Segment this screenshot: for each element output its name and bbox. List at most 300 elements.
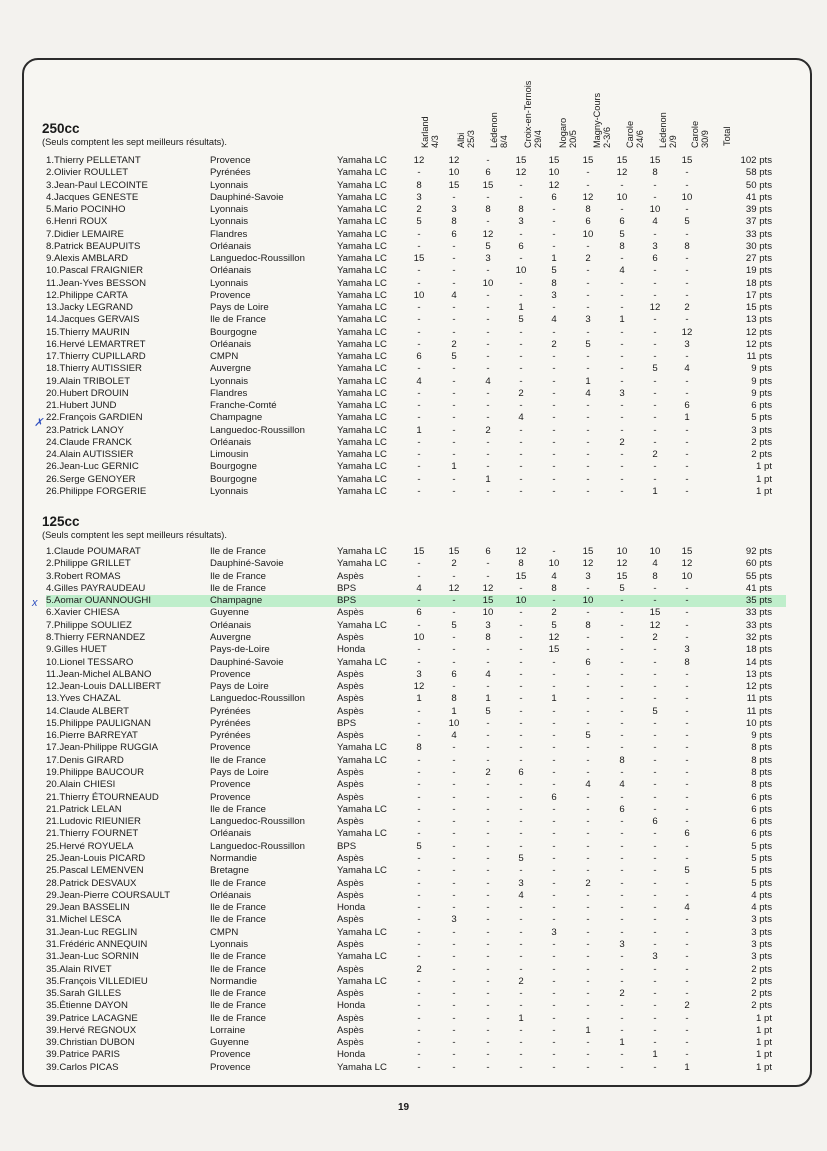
column-header-date: 29/4 [533,130,543,148]
round-points: 6 [451,668,457,680]
round-points: - [685,607,689,619]
round-points: - [685,717,689,729]
round-points: - [653,681,657,693]
rider-name: 23.Patrick LANOY [46,424,124,436]
round-points: 5 [551,265,557,277]
round-points: - [586,926,590,938]
round-points: - [452,951,456,963]
round-points: - [620,424,624,436]
round-points: 8 [619,754,625,766]
region: Ile de France [210,546,266,557]
rider-name: 39.Christian DUBON [46,1037,135,1049]
section-note-125cc: (Seuls comptent les sept meilleurs résultats). [42,530,227,540]
rider-name: 5.Mario POCINHO [46,204,126,215]
round-points: - [417,791,421,803]
round-points: - [552,963,556,975]
table-row [46,804,786,816]
round-points: - [417,436,421,448]
round-points: - [519,424,523,436]
rider-name: 20.Alain CHIESI [46,779,116,791]
round-points: - [519,436,523,448]
total-points: 8 pts [751,767,772,779]
round-points: - [417,865,421,877]
round-points: 4 [585,387,591,399]
motorcycle: Yamaha LC [337,265,387,277]
round-points: - [653,889,657,901]
motorcycle: Yamaha LC [337,314,387,326]
motorcycle: Yamaha LC [337,449,387,460]
motorcycle: Yamaha LC [337,179,387,191]
table-row [46,939,786,951]
total-points: 6 pts [751,400,772,411]
round-points: - [519,926,523,938]
table-row [46,412,786,424]
total-points: 9 pts [751,375,772,387]
column-header-date: 8/4 [499,135,509,148]
round-points: - [417,1049,421,1061]
total-points: 6 pts [751,791,772,803]
total-points: 60 pts [745,558,772,570]
total-points: 9 pts [751,730,772,742]
round-points: - [552,375,556,387]
column-header-date: 2-3/6 [602,127,612,148]
total-points: 18 pts [745,277,772,289]
table-row [46,425,786,437]
table-row [46,290,786,302]
round-points: - [519,902,523,914]
round-points: - [653,644,657,656]
column-header-venue: Albi [456,132,466,148]
round-points: - [452,387,456,399]
round-points: - [552,412,556,424]
round-points: 12 [448,155,460,166]
total-points: 9 pts [751,387,772,399]
round-points: - [685,754,689,766]
round-points: 3 [551,289,557,301]
round-points: - [417,644,421,656]
round-points: - [452,926,456,938]
round-points: 5 [518,853,524,864]
total-points: 1 pt [755,473,772,485]
round-points: - [486,717,490,729]
motorcycle: Yamaha LC [337,975,387,987]
total-points: 2 pts [751,988,772,1000]
round-points: - [519,840,523,852]
rider-name: 13.Yves CHAZAL [46,693,121,705]
round-points: - [653,412,657,424]
region: Auvergne [210,363,252,375]
column-header [658,112,678,148]
round-points: - [653,314,657,326]
column-header [625,121,645,148]
round-points: 4 [518,412,524,424]
region: Provence [210,791,251,803]
round-points: 6 [551,791,557,803]
region: Ile de France [210,902,266,914]
round-points: - [417,938,421,950]
round-points: - [417,240,421,252]
round-points: - [620,277,624,289]
round-points: 3 [485,253,491,264]
rider-name: 17.Denis GIRARD [46,754,124,766]
round-points: - [519,730,523,742]
total-points: 33 pts [745,619,772,631]
region: Ile de France [210,754,266,766]
region: Lyonnais [210,216,249,228]
total-points: 3 pts [751,914,772,926]
round-points: - [519,644,523,656]
round-points: - [620,253,624,264]
round-points: - [653,975,657,987]
table-row [46,1037,786,1049]
round-points: - [519,485,523,497]
round-points: - [653,436,657,448]
region: Orléanais [210,436,252,448]
round-points: - [552,387,556,399]
round-points: - [452,631,456,643]
round-points: - [620,363,624,375]
round-points: - [552,779,556,791]
round-points: 8 [652,167,658,179]
table-row [46,278,786,290]
round-points: - [452,840,456,852]
round-points: - [620,595,624,607]
rider-name: 39.Carlos PICAS [46,1061,119,1073]
motorcycle: Yamaha LC [337,803,387,815]
round-points: - [519,914,523,926]
region: Lyonnais [210,179,249,191]
round-points: 3 [485,619,491,631]
round-points: - [685,436,689,448]
round-points: 15 [413,546,425,557]
round-points: - [620,631,624,643]
round-points: - [519,473,523,485]
total-points: 8 pts [751,779,772,791]
round-points: - [653,840,657,852]
round-points: - [552,1061,556,1073]
motorcycle: BPS [337,595,357,607]
region: Provence [210,742,251,754]
round-points: 15 [482,595,494,607]
round-points: 12 [515,167,527,179]
round-points: - [620,204,624,215]
round-points: - [685,988,689,1000]
round-points: - [586,742,590,754]
round-points: - [620,877,624,889]
region: Orléanais [210,619,252,631]
total-points: 5 pts [751,877,772,889]
rider-name: 31.Jean-Luc REGLIN [46,926,138,938]
round-points: - [519,963,523,975]
round-points: - [486,351,490,362]
round-points: - [519,461,523,473]
rider-name: 28.Patrick DESVAUX [46,877,137,889]
total-points: 37 pts [745,216,772,228]
round-points: - [653,582,657,594]
round-points: - [586,326,590,338]
table-row [46,669,786,681]
region: Ile de France [210,582,266,594]
round-points: - [620,865,624,877]
total-points: 39 pts [745,204,772,215]
round-points: - [452,828,456,840]
table-row [46,620,786,632]
table-row [46,730,786,742]
round-points: - [486,326,490,338]
motorcycle: Yamaha LC [337,558,387,570]
region: Normandie [210,975,257,987]
rider-name: 31.Jean-Luc SORNIN [46,951,139,963]
column-header-venue: Lédenon [489,112,499,148]
total-points: 55 pts [745,570,772,582]
round-points: - [586,400,590,411]
table-row [46,229,786,241]
round-points: - [519,779,523,791]
total-points: 1 pt [755,1024,772,1036]
round-points: - [685,840,689,852]
round-points: - [620,791,624,803]
round-points: - [586,902,590,914]
round-points: - [685,253,689,264]
round-points: - [653,730,657,742]
round-points: - [417,1012,421,1024]
round-points: - [452,902,456,914]
round-points: - [653,914,657,926]
round-points: 1 [585,375,591,387]
round-points: 4 [684,363,690,375]
round-points: - [519,1061,523,1073]
table-row [46,327,786,339]
round-points: - [586,803,590,815]
round-points: - [452,485,456,497]
round-points: 3 [551,926,557,938]
round-points: 1 [551,253,557,264]
round-points: 2 [585,253,591,264]
motorcycle: Yamaha LC [337,363,387,375]
round-points: - [552,302,556,313]
rider-name: 15.Philippe PAULIGNAN [46,717,151,729]
round-points: 1 [518,302,524,313]
round-points: 8 [551,582,557,594]
region: Champagne [210,595,263,607]
total-points: 3 pts [751,938,772,950]
round-points: - [653,191,657,203]
region: Franche-Comté [210,400,277,411]
round-points: - [519,375,523,387]
rider-name: 12.Jean-Louis DALLIBERT [46,681,162,693]
region: Pays de Loire [210,681,269,693]
round-points: 12 [582,191,594,203]
page-number: 19 [398,1102,410,1113]
motorcycle: Yamaha LC [337,387,387,399]
round-points: 4 [551,314,557,326]
column-header-date: 30/9 [700,130,710,148]
motorcycle: Aspès [337,681,364,693]
total-points: 11 pts [746,705,772,717]
round-points: - [417,779,421,791]
rider-name: 3.Jean-Paul LECOINTE [46,179,148,191]
total-points: 1 pt [755,1037,772,1049]
round-points: - [653,803,657,815]
region: Languedoc-Roussillon [210,424,305,436]
round-points: - [586,607,590,619]
round-points: 8 [518,558,524,570]
round-points: - [620,693,624,705]
round-points: 1 [551,693,557,705]
round-points: - [486,1037,490,1049]
round-points: - [552,240,556,252]
round-points: - [653,791,657,803]
total-points: 3 pts [751,926,772,938]
total-points: 35 pts [745,595,772,607]
round-points: - [519,803,523,815]
region: Ile de France [210,877,266,889]
round-points: - [452,375,456,387]
round-points: - [586,951,590,963]
round-points: 15 [681,155,693,166]
round-points: 8 [518,204,524,215]
round-points: - [452,853,456,864]
motorcycle: Aspès [337,889,364,901]
round-points: - [653,424,657,436]
round-points: - [586,240,590,252]
total-points: 92 pts [745,546,772,557]
rider-name: 16.Pierre BARREYAT [46,730,138,742]
rider-name: 25.Hervé ROYUELA [46,840,134,852]
round-points: - [586,1061,590,1073]
column-header-venue: Carole [625,120,635,148]
round-points: 8 [551,277,557,289]
motorcycle: Yamaha LC [337,436,387,448]
motorcycle: Aspès [337,779,364,791]
round-points: 6 [652,816,658,828]
rider-name: 2.Philippe GRILLET [46,558,131,570]
total-points: 102 pts [740,155,772,166]
round-points: - [586,681,590,693]
round-points: - [653,595,657,607]
round-points: - [586,754,590,766]
round-points: - [552,326,556,338]
motorcycle: Yamaha LC [337,204,387,215]
rider-name: 10.Pascal FRAIGNIER [46,265,144,277]
rider-name: 35.Sarah GILLES [46,988,122,1000]
round-points: - [486,155,490,166]
round-points: - [586,668,590,680]
section-note-250cc: (Seuls comptent les sept meilleurs résultats). [42,137,227,147]
round-points: - [620,656,624,668]
round-points: - [452,681,456,693]
round-points: - [519,705,523,717]
column-header-date: 2/9 [668,135,678,148]
total-points: 12 pts [745,338,772,350]
round-points: 10 [582,595,594,607]
round-points: - [552,363,556,375]
round-points: - [685,1012,689,1024]
round-points: 8 [619,240,625,252]
round-points: - [417,717,421,729]
region: Languedoc-Roussillon [210,693,305,705]
round-points: - [653,228,657,240]
round-points: - [486,436,490,448]
total-points: 1 pt [755,1061,772,1073]
round-points: - [417,730,421,742]
rider-name: 18.Thierry AUTISSIER [46,363,142,375]
round-points: - [519,1024,523,1036]
round-points: - [653,400,657,411]
table-row [46,1049,786,1061]
round-points: - [685,485,689,497]
round-points: - [685,767,689,779]
column-header [558,118,578,148]
rider-name: 2.Olivier ROULLET [46,167,129,179]
round-points: 1 [652,485,658,497]
total-points: 3 pts [751,424,772,436]
total-points: 18 pts [745,644,772,656]
round-points: - [685,204,689,215]
round-points: 5 [416,216,422,228]
round-points: - [620,816,624,828]
round-points: - [452,889,456,901]
total-points: 2 pts [751,963,772,975]
round-points: 5 [585,730,591,742]
rider-name: 1.Thierry PELLETANT [46,155,141,166]
round-points: 1 [416,693,422,705]
round-points: - [452,412,456,424]
round-points: - [452,803,456,815]
round-points: 12 [482,582,494,594]
round-points: - [620,461,624,473]
round-points: 12 [413,681,425,693]
round-points: - [653,963,657,975]
round-points: - [685,179,689,191]
round-points: - [486,988,490,1000]
round-points: - [519,179,523,191]
round-points: 8 [485,204,491,215]
round-points: - [452,1012,456,1024]
region: Orléanais [210,240,252,252]
round-points: - [552,1037,556,1049]
round-points: - [586,828,590,840]
table-row [46,1000,786,1012]
motorcycle: Yamaha LC [337,228,387,240]
round-points: - [552,742,556,754]
motorcycle: Aspès [337,791,364,803]
total-points: 2 pts [751,975,772,987]
round-points: 15 [515,570,527,582]
round-points: 12 [482,228,494,240]
round-points: 1 [619,1037,625,1049]
round-points: - [685,742,689,754]
region: Bourgogne [210,461,257,473]
round-points: 12 [649,619,661,631]
round-points: 2 [619,436,625,448]
motorcycle: Aspès [337,767,364,779]
round-points: - [620,963,624,975]
total-points: 8 pts [751,754,772,766]
total-points: 27 pts [745,253,772,264]
round-points: - [552,546,556,557]
round-points: - [486,485,490,497]
rider-name: 10.Lionel TESSARO [46,656,134,668]
round-points: - [685,387,689,399]
round-points: - [486,302,490,313]
round-points: - [452,963,456,975]
round-points: - [486,865,490,877]
rider-name: 19.Philippe BAUCOUR [46,767,145,779]
rider-name: 35.Étienne DAYON [46,1000,128,1012]
round-points: - [519,816,523,828]
round-points: - [653,902,657,914]
